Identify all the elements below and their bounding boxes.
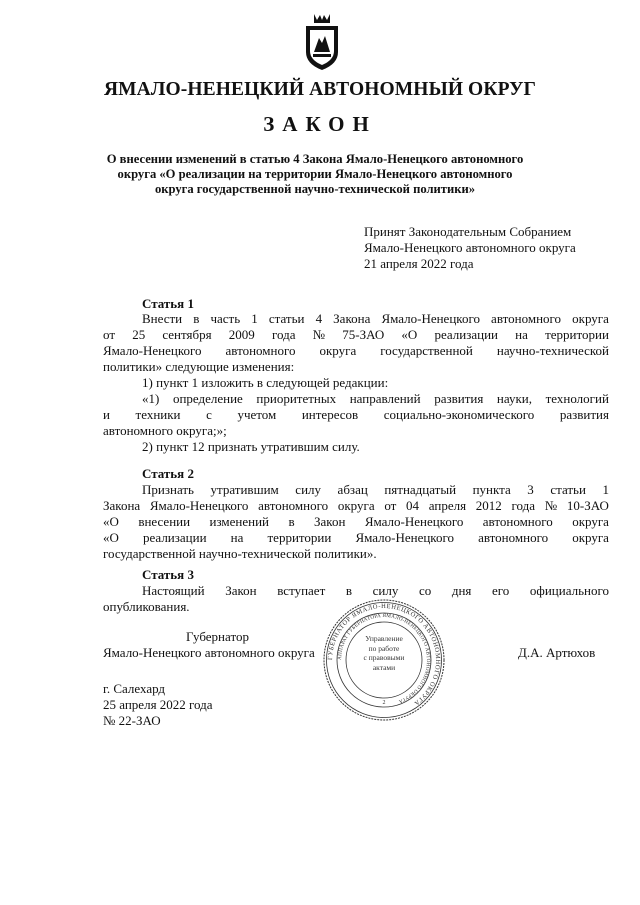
- word: от: [384, 498, 397, 513]
- word: абзац: [337, 482, 368, 497]
- word: 2009: [228, 327, 255, 342]
- governor-name: Д.А. Артюхов: [518, 645, 596, 660]
- word: округа: [572, 530, 609, 545]
- article-3-heading: Статья 3: [142, 567, 194, 582]
- article-1-quote-line: [142, 391, 609, 407]
- word: Настоящий: [142, 583, 205, 598]
- adoption-line: Принят Законодательным Собранием: [364, 224, 572, 239]
- word: реализации: [143, 530, 207, 545]
- word: Ямало-Ненецкого: [355, 530, 454, 545]
- word: научно-технической: [496, 343, 609, 358]
- word: округа: [337, 498, 375, 513]
- word: апреля: [428, 498, 467, 513]
- word: статьи: [268, 311, 305, 326]
- word: сентября: [162, 327, 212, 342]
- word: со: [418, 583, 432, 598]
- article-3-line: опубликования.: [103, 599, 190, 614]
- word: реализации: [434, 327, 498, 342]
- word: автономного: [491, 311, 562, 326]
- article-1-item: 2) пункт 12 признать утратившим силу.: [142, 439, 360, 454]
- adoption-line: 21 апреля 2022 года: [364, 256, 474, 271]
- word: пятнадцатый: [384, 482, 457, 497]
- article-2-line: [103, 530, 609, 546]
- subject-line: округа государственной научно-технической политики»: [154, 182, 476, 196]
- word: в: [288, 514, 295, 529]
- word: приоритетных: [256, 391, 337, 406]
- document-type-title: ЗАКОН: [263, 112, 377, 136]
- word: «О: [103, 514, 119, 529]
- word: внесении: [138, 514, 191, 529]
- word: дня: [451, 583, 472, 598]
- word: развития: [434, 391, 484, 406]
- word: изменений: [209, 514, 270, 529]
- word: технологий: [545, 391, 609, 406]
- governor-title: Губернатор: [186, 629, 249, 644]
- word: 75-ЗАО: [342, 327, 385, 342]
- seal-number: 2: [382, 700, 386, 706]
- subject-line: округа «О реализации на территории Ямало-Ненецкого автономного: [117, 167, 513, 181]
- word: 1: [251, 311, 258, 326]
- article-2-line: [142, 482, 609, 498]
- word: автономного: [225, 343, 296, 358]
- word: от: [103, 327, 116, 342]
- word: Внести: [142, 311, 183, 326]
- seal-inner-ring-text: АППАРАТ ГУБЕРНАТОРА ЯМАЛО-НЕНЕЦКОГО АВТОНОМНОГО ОКРУГА: [336, 612, 432, 705]
- word: Ямало-Ненецкого: [364, 514, 464, 529]
- word: автономного: [258, 498, 329, 513]
- article-1-item: 1) пункт 1 изложить в следующей редакции:: [142, 375, 389, 390]
- word: в: [193, 311, 200, 326]
- word: на: [230, 530, 244, 545]
- word: статьи: [550, 482, 586, 497]
- word: на: [515, 327, 528, 342]
- word: Закон: [225, 583, 257, 598]
- seal-center-text: [352, 634, 416, 672]
- law-number: № 22-ЗАО: [103, 713, 161, 728]
- word: 1: [602, 482, 609, 497]
- adoption-note: [364, 224, 576, 272]
- word: и: [103, 407, 110, 422]
- place-date: 25 апреля 2022 года: [103, 697, 213, 712]
- article-3-line: [142, 583, 609, 599]
- article-1-quote-line: [103, 407, 609, 423]
- word: года: [511, 498, 536, 513]
- coat-of-arms-emblem: [300, 12, 344, 72]
- word: социально-экономического: [383, 407, 535, 422]
- word: интересов: [301, 407, 359, 422]
- word: официального: [529, 583, 609, 598]
- word: вступает: [277, 583, 326, 598]
- article-1-line: [103, 343, 609, 359]
- word: государственной: [380, 343, 473, 358]
- word: «О: [103, 530, 119, 545]
- word: 10-ЗАО: [566, 498, 609, 513]
- word: учетом: [237, 407, 277, 422]
- word: силу: [295, 482, 322, 497]
- word: 3: [527, 482, 534, 497]
- word: территории: [545, 327, 609, 342]
- word: Закон: [314, 514, 346, 529]
- word: 4: [315, 311, 323, 326]
- seal-center-line: по работе: [368, 643, 400, 653]
- subject-line: О внесении изменений в статью 4 Закона Ямало-Ненецкого автономного: [106, 152, 524, 166]
- word: округа: [319, 343, 357, 358]
- word: определение: [172, 391, 243, 406]
- word: №: [312, 327, 326, 342]
- adoption-line: Ямало-Ненецкого автономного округа: [364, 240, 576, 255]
- word: №: [544, 498, 558, 513]
- word: автономного: [478, 530, 549, 545]
- word: автономного: [482, 514, 553, 529]
- word: Признать: [142, 482, 194, 497]
- governor-region: Ямало-Ненецкого автономного округа: [103, 645, 315, 660]
- word: 25: [132, 327, 146, 342]
- region-title: ЯМАЛО-НЕНЕЦКИЙ АВТОНОМНЫЙ ОКРУГ: [103, 79, 537, 100]
- word: науки,: [496, 391, 533, 406]
- word: силу: [372, 583, 399, 598]
- word: его: [492, 583, 510, 598]
- word: «1): [142, 391, 160, 406]
- article-1-line: [103, 327, 609, 343]
- word: территории: [267, 530, 332, 545]
- word: года: [271, 327, 296, 342]
- word: Закона: [103, 498, 141, 513]
- word: утратившим: [210, 482, 279, 497]
- article-2-line: [103, 514, 609, 530]
- word: с: [206, 407, 212, 422]
- article-1-heading: Статья 1: [142, 296, 194, 311]
- word: «О: [401, 327, 418, 342]
- article-2-line: [103, 498, 609, 514]
- word: пункта: [472, 482, 511, 497]
- word: Ямало-Ненецкого: [381, 311, 480, 326]
- word: округа: [572, 311, 609, 326]
- article-1-quote-line: автономного округа;»;: [103, 423, 227, 438]
- word: техники: [135, 407, 181, 422]
- word: округа: [572, 514, 609, 529]
- word: Закона: [333, 311, 371, 326]
- word: 04: [406, 498, 420, 513]
- law-subject-title: [100, 152, 530, 197]
- word: Ямало-Ненецкого: [103, 343, 202, 358]
- seal-center-line: актами: [372, 662, 396, 672]
- article-2-heading: Статья 2: [142, 466, 194, 481]
- seal-center-line: с правовыми: [363, 653, 405, 662]
- word: часть: [210, 311, 241, 326]
- word: развития: [559, 407, 609, 422]
- word: направлений: [349, 391, 421, 406]
- article-2-line: государственной научно-технической политики».: [103, 546, 377, 561]
- article-1-line: политики» следующие изменения:: [103, 359, 295, 374]
- word: Ямало-Ненецкого: [149, 498, 249, 513]
- word: 2012: [475, 498, 502, 513]
- seal-outer-ring-text: ГУБЕРНАТОР ЯМАЛО-НЕНЕЦКОГО АВТОНОМНОГО ОКРУГА: [326, 602, 442, 707]
- word: в: [345, 583, 353, 598]
- place-city: г. Салехард: [103, 681, 166, 696]
- seal-center-line: Управление: [365, 634, 403, 643]
- article-1-line: [142, 311, 609, 327]
